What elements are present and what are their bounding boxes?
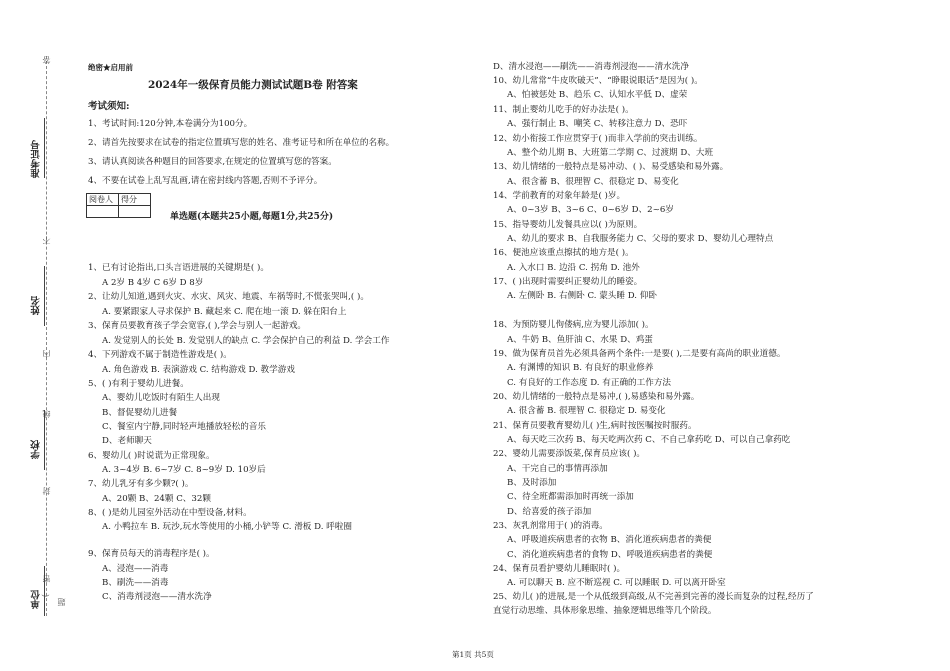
question-line: 3、保育员要教育孩子学会宽容,( ),学会与别人一起游戏。 — [88, 321, 307, 331]
question-line: A、每天吃三次药 B、每天吃两次药 C、不自己拿药吃 D、可以自己拿药吃 — [507, 435, 791, 445]
question-line: C、餐室内宁静,同时轻声地播放轻松的音乐 — [102, 422, 266, 432]
page-title: 2024年一级保育员能力测试试题B卷 附答案 — [148, 79, 358, 91]
question-line: A、浸泡——消毒 — [102, 564, 169, 574]
question-line: C. 有良好的工作态度 D. 有正确的工作方法 — [507, 378, 672, 388]
question-line: 16、便池应该重点擦拭的地方是( )。 — [493, 248, 634, 258]
unit-label: 单位 — [31, 590, 42, 609]
question-line: 20、幼儿情绪的一般特点是易冲,( ),易感染和易外露。 — [493, 392, 700, 402]
question-line: 5、( )有利于婴幼儿进餐。 — [88, 379, 189, 389]
seal-char: 答 — [42, 56, 51, 64]
name-label: 姓名 — [31, 296, 42, 315]
question-line: A、婴幼儿吃饭时有陌生人出现 — [102, 393, 220, 403]
question-line: B、督促婴幼儿进餐 — [102, 408, 178, 418]
question-line: A、20颗 B、24颗 C、32颗 — [102, 494, 211, 504]
question-line: A、幼儿的要求 B、自我服务能力 C、父母的要求 D、婴幼儿心理特点 — [507, 234, 774, 244]
question-line: D、给喜爱的孩子添加 — [507, 507, 592, 517]
question-line: A. 角色游戏 B. 表演游戏 C. 结构游戏 D. 教学游戏 — [102, 365, 295, 375]
question-line: A、强行制止 B、嘲笑 C、转移注意力 D、恐吓 — [507, 119, 688, 129]
seal-char: 封 — [42, 487, 51, 495]
notice-title: 考试须知: — [88, 101, 130, 112]
question-line: 24、保育员看护婴幼儿睡眠时( )。 — [493, 564, 626, 574]
section-heading: 单选题(本题共25小题,每题1分,共25分) — [170, 212, 334, 222]
secret-mark: 绝密★启用前 — [88, 63, 133, 72]
question-line: 7、幼儿乳牙有多少颗?( )。 — [88, 479, 194, 489]
question-line: B、刷洗——消毒 — [102, 578, 169, 588]
question-line: A. 很含蓄 B. 很理智 C. 很稳定 D. 易变化 — [507, 406, 666, 416]
seal-line — [46, 56, 47, 616]
question-line: 25、幼儿( )的进展,是一个从低级到高级,从不完善到完善的漫长而复杂的过程,经历了 — [493, 592, 814, 602]
seal-char: ( — [41, 594, 50, 598]
question-line: 6、婴幼儿( )时说谎为正常现象。 — [88, 451, 215, 461]
score-blank — [119, 206, 151, 218]
notice-item: 4、不要在试卷上乱写乱画,请在密封线内答题,否则不予评分。 — [88, 176, 323, 186]
question-line: C、待全班都需添加时再统一添加 — [507, 492, 634, 502]
question-line: 2、让幼儿知道,遇到火灾、水灾、风灾、地震、车祸等时,不慌张哭叫,( )。 — [88, 292, 369, 302]
question-line: 1、已有讨论指出,口头言语进展的关键期是( )。 — [88, 263, 269, 273]
question-line: A、0~3岁 B、3~6 C、0~6岁 D、2~6岁 — [507, 205, 674, 215]
question-line: A. 可以聊天 B. 应不断巡视 C. 可以睡眠 D. 可以离开卧室 — [507, 578, 726, 588]
question-line: 8、( )是幼儿园室外活动在中型设备,材料。 — [88, 508, 252, 518]
question-line: 13、幼儿情绪的一般特点是易冲动、( )、易受感染和易外露。 — [493, 162, 729, 172]
question-line: A、呼吸道疾病患者的衣物 B、消化道疾病患者的粪便 — [507, 535, 712, 545]
notice-item: 2、请首先按要求在试卷的指定位置填写您的姓名、准考证号和所在单位的名称。 — [88, 138, 395, 148]
question-line: 12、幼小衔接工作应贯穿于( )而非入学前的突击训练。 — [493, 134, 703, 144]
question-line: 18、为预防婴儿佝偻病,应为婴儿添加( )。 — [493, 320, 654, 330]
question-line: A、怕被惩处 B、趋乐 C、认知水平低 D、虚荣 — [507, 90, 688, 100]
question-line: 19、做为保育员首先必须具备两个条件:一是要( ),二是要有高尚的职业道德。 — [493, 349, 786, 359]
name-blank — [44, 266, 45, 326]
question-line: A. 3~4岁 B. 6~7岁 C. 8~9岁 D. 10岁后 — [102, 465, 266, 475]
school-label: 学校 — [31, 440, 42, 459]
question-line: A. 发觉别人的长处 B. 发觉别人的缺点 C. 学会保护自己的利益 D. 学会工作 — [102, 336, 390, 346]
question-line: 14、学前教育的对象年龄是( )岁。 — [493, 191, 626, 201]
seal-char: 不 — [42, 236, 51, 244]
question-line: C、消化道疾病患者的食物 D、呼吸道疾病患者的粪便 — [507, 550, 713, 560]
question-line: A 2岁 B 4岁 C 6岁 D 8岁 — [102, 278, 204, 288]
notice-item: 3、请认真阅读各种题目的回答要求,在规定的位置填写您的答案。 — [88, 157, 337, 167]
seal-char: 内 — [42, 350, 51, 358]
score-cell: 得分 — [119, 194, 151, 206]
question-line: 11、制止婴幼儿吃手的好办法是( )。 — [493, 105, 634, 115]
seal-char: 密 — [42, 575, 51, 583]
unit-blank — [44, 566, 45, 616]
seal-char: 线 — [42, 410, 51, 418]
question-line: 4、下列游戏不属于制造性游戏是( )。 — [88, 350, 232, 360]
question-line: 直觉行动思维、具体形象思维、抽象逻辑思维等几个阶段。 — [493, 606, 717, 616]
grader-blank — [87, 206, 119, 218]
question-line: 17、( )出现时需要纠正婴幼儿的睡姿。 — [493, 277, 643, 287]
score-table — [86, 193, 151, 218]
question-line: A. 有渊博的知识 B. 有良好的职业修养 — [507, 363, 654, 373]
question-line: B、及时添加 — [507, 478, 557, 488]
question-line: 22、婴幼儿需要添饭菜,保育员应该( )。 — [493, 449, 646, 459]
seal-char: 题 — [57, 598, 66, 606]
question-line: A. 左侧卧 B. 右侧卧 C. 蒙头睡 D. 仰卧 — [507, 291, 657, 301]
question-line: A、很含蓄 B、很理智 C、很稳定 D、易变化 — [507, 177, 679, 187]
question-line: A. 入水口 B. 边沿 C. 拐角 D. 池外 — [507, 263, 640, 273]
question-line: 23、灰乳剂常用于( )的消毒。 — [493, 521, 608, 531]
question-line: A、干完自己的事情再添加 — [507, 464, 608, 474]
question-line: 9、保育员每天的消毒程序是( )。 — [88, 549, 215, 559]
grader-cell: 阅卷人 — [87, 194, 119, 206]
question-line: 21、保育员要教育婴幼儿( )生,病时按医嘱按时服药。 — [493, 421, 697, 431]
exam-number-blank — [44, 118, 45, 178]
question-line: A、整个幼儿期 B、大班第二学期 C、过渡期 D、大班 — [507, 148, 714, 158]
question-line: 15、指导婴幼儿发餐具应以( )为原则。 — [493, 220, 643, 230]
question-line: C、消毒剂浸泡——清水洗净 — [102, 592, 212, 602]
school-blank — [44, 410, 45, 470]
question-line: 10、幼儿常常“牛皮吹破天”、“睁眼说眼话”是因为( )。 — [493, 76, 703, 86]
notice-item: 1、考试时间:120分钟,本卷满分为100分。 — [88, 119, 253, 129]
question-line: D、老师聊天 — [102, 436, 152, 446]
exam-number-label: 准考证号 — [31, 140, 42, 178]
question-line: A. 小鸭拉车 B. 玩沙,玩水等使用的小桶,小铲等 C. 滑板 D. 呼啦圈 — [102, 522, 352, 532]
page-footer: 第1页 共5页 — [452, 650, 494, 659]
question-line: A. 要紧跟家人寻求保护 B. 藏起来 C. 爬在地一滚 D. 躲在阳台上 — [102, 307, 347, 317]
question-line: D、清水浸泡——刷洗——消毒剂浸泡——清水洗净 — [493, 62, 689, 72]
question-line: A、牛奶 B、鱼肝油 C、水果 D、鸡蛋 — [507, 335, 653, 345]
